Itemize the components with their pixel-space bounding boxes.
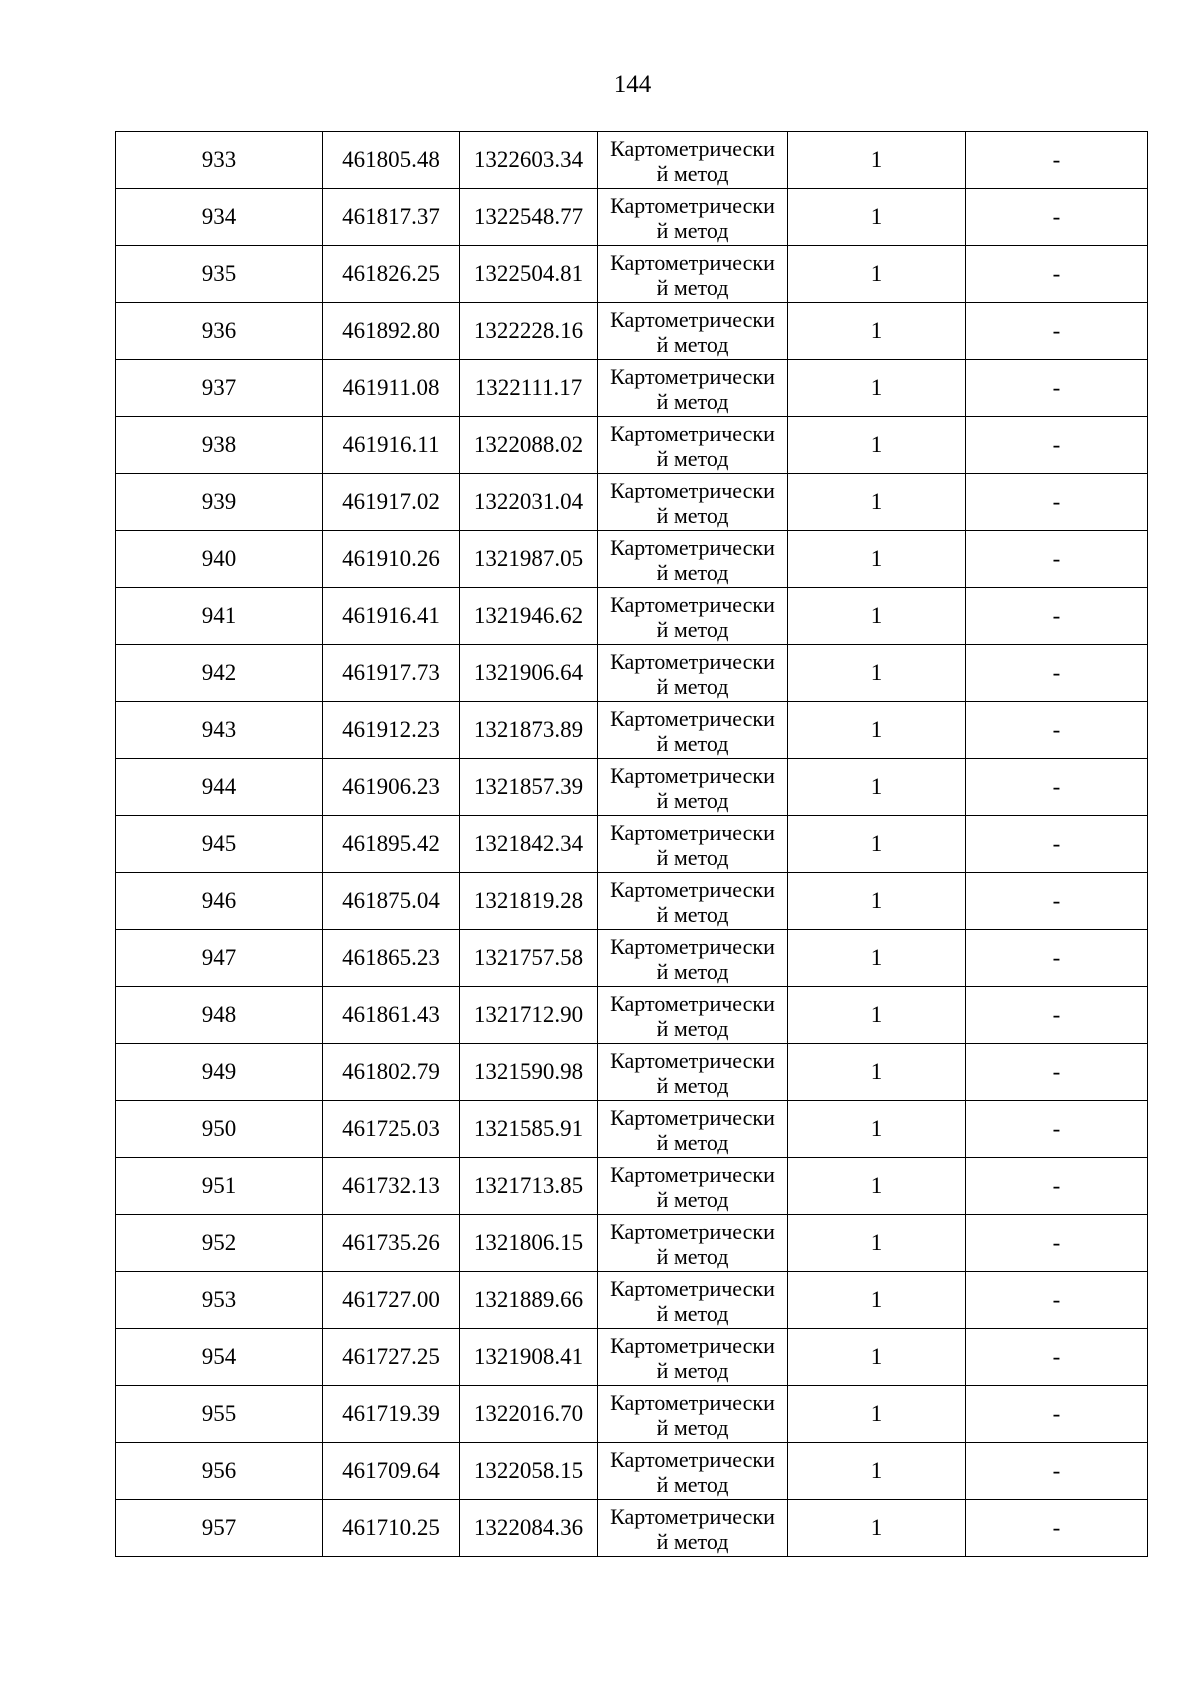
y-coordinate-cell: 1321712.90 (460, 987, 598, 1044)
table-row (116, 474, 1148, 531)
table-row (116, 189, 1148, 246)
method-cell (598, 987, 788, 1044)
precision-cell: 1 (788, 1386, 966, 1443)
method-text-line1: Картометрически (610, 1048, 775, 1073)
note-cell: - (966, 1101, 1148, 1158)
y-coordinate-cell: 1321590.98 (460, 1044, 598, 1101)
precision-cell: 1 (788, 1272, 966, 1329)
y-coordinate-cell: 1322016.70 (460, 1386, 598, 1443)
method-text-line2: й метод (656, 560, 729, 585)
method-cell (598, 702, 788, 759)
x-coordinate-cell: 461817.37 (323, 189, 460, 246)
method-text-line2: й метод (656, 503, 729, 528)
table-row (116, 588, 1148, 645)
y-coordinate-cell: 1321906.64 (460, 645, 598, 702)
method-cell (598, 873, 788, 930)
method-text-line1: Картометрически (610, 877, 775, 902)
table-row (116, 1386, 1148, 1443)
method-text-line1: Картометрически (610, 136, 775, 161)
note-cell: - (966, 816, 1148, 873)
point-number-cell: 945 (116, 816, 323, 873)
x-coordinate-cell: 461861.43 (323, 987, 460, 1044)
precision-cell: 1 (788, 1158, 966, 1215)
method-text-line1: Картометрически (610, 934, 775, 959)
y-coordinate-cell: 1321757.58 (460, 930, 598, 987)
y-coordinate-cell: 1322548.77 (460, 189, 598, 246)
method-text-line2: й метод (656, 218, 729, 243)
x-coordinate-cell: 461916.11 (323, 417, 460, 474)
method-text-line1: Картометрически (610, 991, 775, 1016)
point-number-cell: 952 (116, 1215, 323, 1272)
precision-cell: 1 (788, 930, 966, 987)
note-cell: - (966, 303, 1148, 360)
y-coordinate-cell: 1322603.34 (460, 132, 598, 189)
note-cell: - (966, 1443, 1148, 1500)
table-row (116, 1329, 1148, 1386)
table-row (116, 930, 1148, 987)
method-text-line1: Картометрически (610, 535, 775, 560)
table-row (116, 1215, 1148, 1272)
precision-cell: 1 (788, 531, 966, 588)
y-coordinate-cell: 1321713.85 (460, 1158, 598, 1215)
note-cell: - (966, 1386, 1148, 1443)
precision-cell: 1 (788, 474, 966, 531)
point-number-cell: 934 (116, 189, 323, 246)
note-cell: - (966, 189, 1148, 246)
x-coordinate-cell: 461709.64 (323, 1443, 460, 1500)
method-text-line2: й метод (656, 1073, 729, 1098)
table-row (116, 360, 1148, 417)
note-cell: - (966, 1158, 1148, 1215)
x-coordinate-cell: 461727.00 (323, 1272, 460, 1329)
point-number-cell: 938 (116, 417, 323, 474)
method-text-line2: й метод (656, 1244, 729, 1269)
point-number-cell: 936 (116, 303, 323, 360)
point-number-cell: 944 (116, 759, 323, 816)
y-coordinate-cell: 1322088.02 (460, 417, 598, 474)
x-coordinate-cell: 461875.04 (323, 873, 460, 930)
y-coordinate-cell: 1322111.17 (460, 360, 598, 417)
method-text-line1: Картометрически (610, 307, 775, 332)
y-coordinate-cell: 1321987.05 (460, 531, 598, 588)
method-text-line2: й метод (656, 1301, 729, 1326)
precision-cell: 1 (788, 759, 966, 816)
method-cell (598, 1101, 788, 1158)
method-text-line1: Картометрически (610, 250, 775, 275)
method-text-line2: й метод (656, 1529, 729, 1554)
method-cell (598, 417, 788, 474)
point-number-cell: 947 (116, 930, 323, 987)
point-number-cell: 937 (116, 360, 323, 417)
x-coordinate-cell: 461727.25 (323, 1329, 460, 1386)
note-cell: - (966, 1500, 1148, 1557)
method-text-line2: й метод (656, 332, 729, 357)
method-cell (598, 1329, 788, 1386)
x-coordinate-cell: 461906.23 (323, 759, 460, 816)
point-number-cell: 956 (116, 1443, 323, 1500)
method-text-line1: Картометрически (610, 706, 775, 731)
method-cell (598, 816, 788, 873)
method-text-line2: й метод (656, 731, 729, 756)
method-text-line2: й метод (656, 446, 729, 471)
page-number: 144 (613, 71, 652, 98)
method-cell (598, 1272, 788, 1329)
y-coordinate-cell: 1322031.04 (460, 474, 598, 531)
y-coordinate-cell: 1321946.62 (460, 588, 598, 645)
method-text-line2: й метод (656, 845, 729, 870)
method-text-line1: Картометрически (610, 1504, 775, 1529)
table-row (116, 246, 1148, 303)
method-cell (598, 189, 788, 246)
table-row (116, 645, 1148, 702)
x-coordinate-cell: 461892.80 (323, 303, 460, 360)
coordinates-table-body (116, 132, 1148, 1557)
point-number-cell: 943 (116, 702, 323, 759)
y-coordinate-cell: 1321873.89 (460, 702, 598, 759)
precision-cell: 1 (788, 417, 966, 474)
method-text-line1: Картометрически (610, 1390, 775, 1415)
method-cell (598, 1215, 788, 1272)
note-cell: - (966, 132, 1148, 189)
precision-cell: 1 (788, 360, 966, 417)
x-coordinate-cell: 461895.42 (323, 816, 460, 873)
note-cell: - (966, 588, 1148, 645)
y-coordinate-cell: 1321889.66 (460, 1272, 598, 1329)
method-text-line2: й метод (656, 959, 729, 984)
point-number-cell: 955 (116, 1386, 323, 1443)
x-coordinate-cell: 461910.26 (323, 531, 460, 588)
y-coordinate-cell: 1321585.91 (460, 1101, 598, 1158)
method-cell (598, 303, 788, 360)
x-coordinate-cell: 461917.02 (323, 474, 460, 531)
point-number-cell: 951 (116, 1158, 323, 1215)
method-cell (598, 474, 788, 531)
table-row (116, 1443, 1148, 1500)
table-row (116, 1500, 1148, 1557)
precision-cell: 1 (788, 588, 966, 645)
method-text-line2: й метод (656, 617, 729, 642)
method-cell (598, 246, 788, 303)
method-text-line2: й метод (656, 788, 729, 813)
method-cell (598, 1158, 788, 1215)
x-coordinate-cell: 461719.39 (323, 1386, 460, 1443)
y-coordinate-cell: 1322228.16 (460, 303, 598, 360)
x-coordinate-cell: 461725.03 (323, 1101, 460, 1158)
note-cell: - (966, 531, 1148, 588)
point-number-cell: 948 (116, 987, 323, 1044)
table-row (116, 303, 1148, 360)
x-coordinate-cell: 461805.48 (323, 132, 460, 189)
method-cell (598, 1443, 788, 1500)
method-cell (598, 759, 788, 816)
method-cell (598, 1386, 788, 1443)
x-coordinate-cell: 461735.26 (323, 1215, 460, 1272)
method-text-line1: Картометрически (610, 592, 775, 617)
x-coordinate-cell: 461912.23 (323, 702, 460, 759)
method-text-line1: Картометрически (610, 1333, 775, 1358)
table-row (116, 873, 1148, 930)
note-cell: - (966, 474, 1148, 531)
point-number-cell: 957 (116, 1500, 323, 1557)
method-cell (598, 645, 788, 702)
point-number-cell: 953 (116, 1272, 323, 1329)
point-number-cell: 949 (116, 1044, 323, 1101)
x-coordinate-cell: 461917.73 (323, 645, 460, 702)
precision-cell: 1 (788, 987, 966, 1044)
precision-cell: 1 (788, 1443, 966, 1500)
precision-cell: 1 (788, 1500, 966, 1557)
note-cell: - (966, 930, 1148, 987)
table-row (116, 987, 1148, 1044)
method-text-line1: Картометрически (610, 193, 775, 218)
y-coordinate-cell: 1322084.36 (460, 1500, 598, 1557)
method-text-line1: Картометрически (610, 421, 775, 446)
note-cell: - (966, 1215, 1148, 1272)
precision-cell: 1 (788, 303, 966, 360)
note-cell: - (966, 702, 1148, 759)
method-text-line1: Картометрически (610, 478, 775, 503)
note-cell: - (966, 1044, 1148, 1101)
precision-cell: 1 (788, 1329, 966, 1386)
method-text-line2: й метод (656, 389, 729, 414)
precision-cell: 1 (788, 816, 966, 873)
x-coordinate-cell: 461710.25 (323, 1500, 460, 1557)
note-cell: - (966, 417, 1148, 474)
method-text-line1: Картометрически (610, 763, 775, 788)
method-cell (598, 588, 788, 645)
table-row (116, 1158, 1148, 1215)
method-cell (598, 1500, 788, 1557)
point-number-cell: 941 (116, 588, 323, 645)
method-text-line2: й метод (656, 1415, 729, 1440)
x-coordinate-cell: 461732.13 (323, 1158, 460, 1215)
note-cell: - (966, 1272, 1148, 1329)
method-text-line2: й метод (656, 1016, 729, 1041)
method-text-line1: Картометрически (610, 364, 775, 389)
method-cell (598, 531, 788, 588)
table-row (116, 702, 1148, 759)
point-number-cell: 950 (116, 1101, 323, 1158)
method-text-line2: й метод (656, 161, 729, 186)
method-text-line1: Картометрически (610, 1447, 775, 1472)
x-coordinate-cell: 461916.41 (323, 588, 460, 645)
note-cell: - (966, 987, 1148, 1044)
y-coordinate-cell: 1321908.41 (460, 1329, 598, 1386)
y-coordinate-cell: 1321819.28 (460, 873, 598, 930)
note-cell: - (966, 645, 1148, 702)
precision-cell: 1 (788, 1101, 966, 1158)
point-number-cell: 935 (116, 246, 323, 303)
note-cell: - (966, 246, 1148, 303)
method-text-line1: Картометрически (610, 1276, 775, 1301)
x-coordinate-cell: 461911.08 (323, 360, 460, 417)
method-text-line2: й метод (656, 1472, 729, 1497)
table-row (116, 759, 1148, 816)
precision-cell: 1 (788, 246, 966, 303)
table-row (116, 816, 1148, 873)
method-text-line2: й метод (656, 1187, 729, 1212)
method-text-line1: Картометрически (610, 1162, 775, 1187)
method-text-line2: й метод (656, 1130, 729, 1155)
method-cell (598, 360, 788, 417)
note-cell: - (966, 873, 1148, 930)
x-coordinate-cell: 461802.79 (323, 1044, 460, 1101)
method-cell (598, 930, 788, 987)
y-coordinate-cell: 1321842.34 (460, 816, 598, 873)
note-cell: - (966, 360, 1148, 417)
method-cell (598, 1044, 788, 1101)
method-text-line2: й метод (656, 674, 729, 699)
table-row (116, 132, 1148, 189)
method-text-line2: й метод (656, 275, 729, 300)
point-number-cell: 942 (116, 645, 323, 702)
point-number-cell: 940 (116, 531, 323, 588)
method-text-line1: Картометрически (610, 1105, 775, 1130)
point-number-cell: 946 (116, 873, 323, 930)
method-text-line1: Картометрически (610, 649, 775, 674)
table-row (116, 417, 1148, 474)
precision-cell: 1 (788, 645, 966, 702)
method-cell (598, 132, 788, 189)
coordinates-table (115, 131, 1148, 1557)
table-row (116, 1272, 1148, 1329)
point-number-cell: 939 (116, 474, 323, 531)
method-text-line1: Картометрически (610, 820, 775, 845)
precision-cell: 1 (788, 702, 966, 759)
note-cell: - (966, 1329, 1148, 1386)
precision-cell: 1 (788, 1044, 966, 1101)
table-row (116, 1044, 1148, 1101)
x-coordinate-cell: 461826.25 (323, 246, 460, 303)
table-row (116, 531, 1148, 588)
note-cell: - (966, 759, 1148, 816)
precision-cell: 1 (788, 189, 966, 246)
method-text-line2: й метод (656, 1358, 729, 1383)
precision-cell: 1 (788, 132, 966, 189)
y-coordinate-cell: 1322058.15 (460, 1443, 598, 1500)
method-text-line1: Картометрически (610, 1219, 775, 1244)
method-text-line2: й метод (656, 902, 729, 927)
y-coordinate-cell: 1321857.39 (460, 759, 598, 816)
point-number-cell: 954 (116, 1329, 323, 1386)
precision-cell: 1 (788, 873, 966, 930)
point-number-cell: 933 (116, 132, 323, 189)
y-coordinate-cell: 1322504.81 (460, 246, 598, 303)
precision-cell: 1 (788, 1215, 966, 1272)
table-row (116, 1101, 1148, 1158)
x-coordinate-cell: 461865.23 (323, 930, 460, 987)
y-coordinate-cell: 1321806.15 (460, 1215, 598, 1272)
